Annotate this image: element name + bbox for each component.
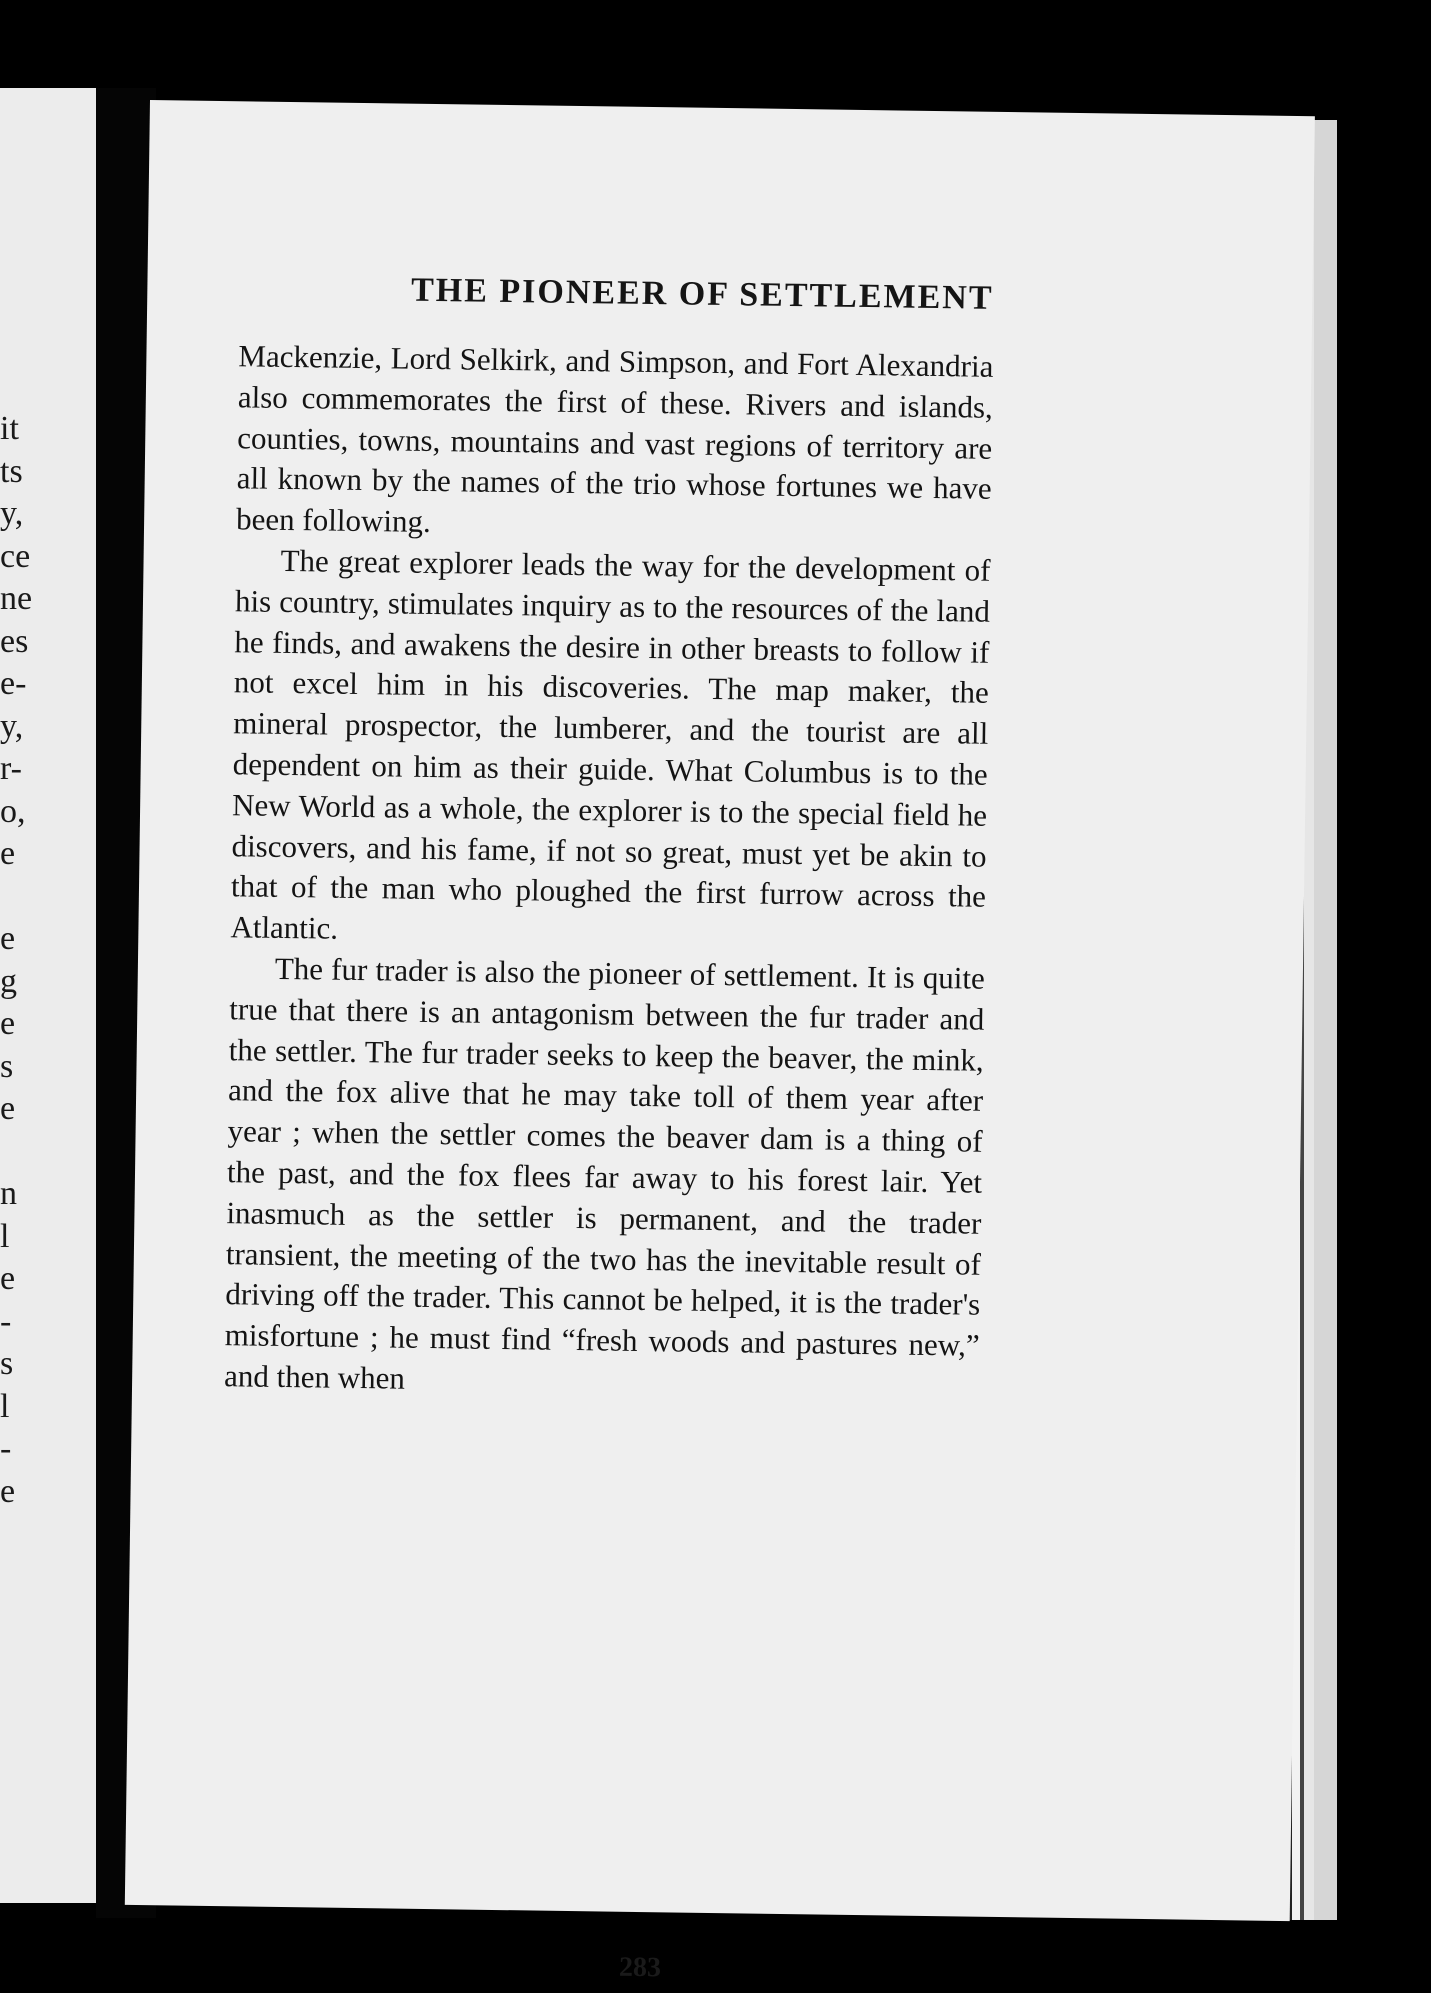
facing-page: [0, 88, 108, 1903]
line-fragment: e: [0, 1472, 16, 1510]
line-fragment: it: [0, 410, 19, 447]
line-fragment: -: [0, 1302, 12, 1340]
page-number: 283: [618, 1951, 662, 1984]
line-fragment: ce: [0, 537, 31, 575]
running-head: THE PIONEER OF SETTLEMENT: [410, 271, 994, 317]
line-fragment: s: [0, 1047, 14, 1085]
line-fragment: y,: [0, 707, 24, 745]
line-fragment: g: [0, 962, 17, 1000]
line-fragment: [0, 1131, 30, 1174]
line-fragment: y,: [0, 495, 24, 532]
line-fragment: e: [0, 1090, 16, 1127]
paragraph: The great explorer leads the way for the development of his country, stimulates inquiry as to the resources of the land he finds, and awakens the desire in other breasts to follow if not excel him in his discoveries. The map maker, the mineral prospector, the lumberer, and the tourist are all dependent on him as their guide. What Columbus is to the New World as a whole, the explorer is to the special field he discovers, and his fame, if not so great, must yet be akin to that of the man who ploughed the first furrow across the Atlantic.: [230, 542, 991, 946]
line-fragment: s: [0, 1345, 14, 1382]
line-fragment: n: [0, 1175, 17, 1212]
line-fragment: e: [0, 1260, 16, 1297]
page-body: [224, 336, 994, 1407]
line-fragment: es: [0, 622, 29, 660]
book-page: [125, 100, 1315, 1984]
line-fragment: e-: [0, 665, 27, 702]
line-fragment: e: [0, 920, 16, 957]
line-fragment: ts: [0, 452, 23, 490]
line-fragment: [0, 876, 30, 919]
line-fragment: o,: [0, 792, 26, 830]
line-fragment: l: [0, 1217, 10, 1255]
line-fragment: r-: [0, 750, 22, 787]
line-fragment: e: [0, 835, 16, 872]
facing-page-line-ends: [0, 408, 33, 1513]
line-fragment: l: [0, 1387, 10, 1425]
paragraph: The fur trader is also the pioneer of settlement. It is quite true that there is an antagonism between the fur trader and the settler. The fur trader seeks to keep the beaver, the mink, and the fox alive that he may take toll of them year after year ; when the settler comes the beaver dam is a thing of the past, and the fox flees far away to his forest lair. Yet inasmuch as the settler is permanent, and the trader transient, the meeting of the two has the inevitable result of driving off the trader. This cannot be helped, it is the trader's misfortune ; he must find “fresh woods and pastures new,” and then when: [223, 950, 986, 1396]
paragraph: Mackenzie, Lord Selkirk, and Simpson, and Fort Alexandria also commemorates the first of these. Rivers and islands, counties, towns, mountains and vast regions of territory are all known by the names of the trio whose fortunes we have been following.: [235, 338, 994, 540]
line-fragment: e: [0, 1005, 16, 1042]
line-fragment: ne: [0, 580, 33, 617]
line-fragment: -: [0, 1430, 12, 1467]
